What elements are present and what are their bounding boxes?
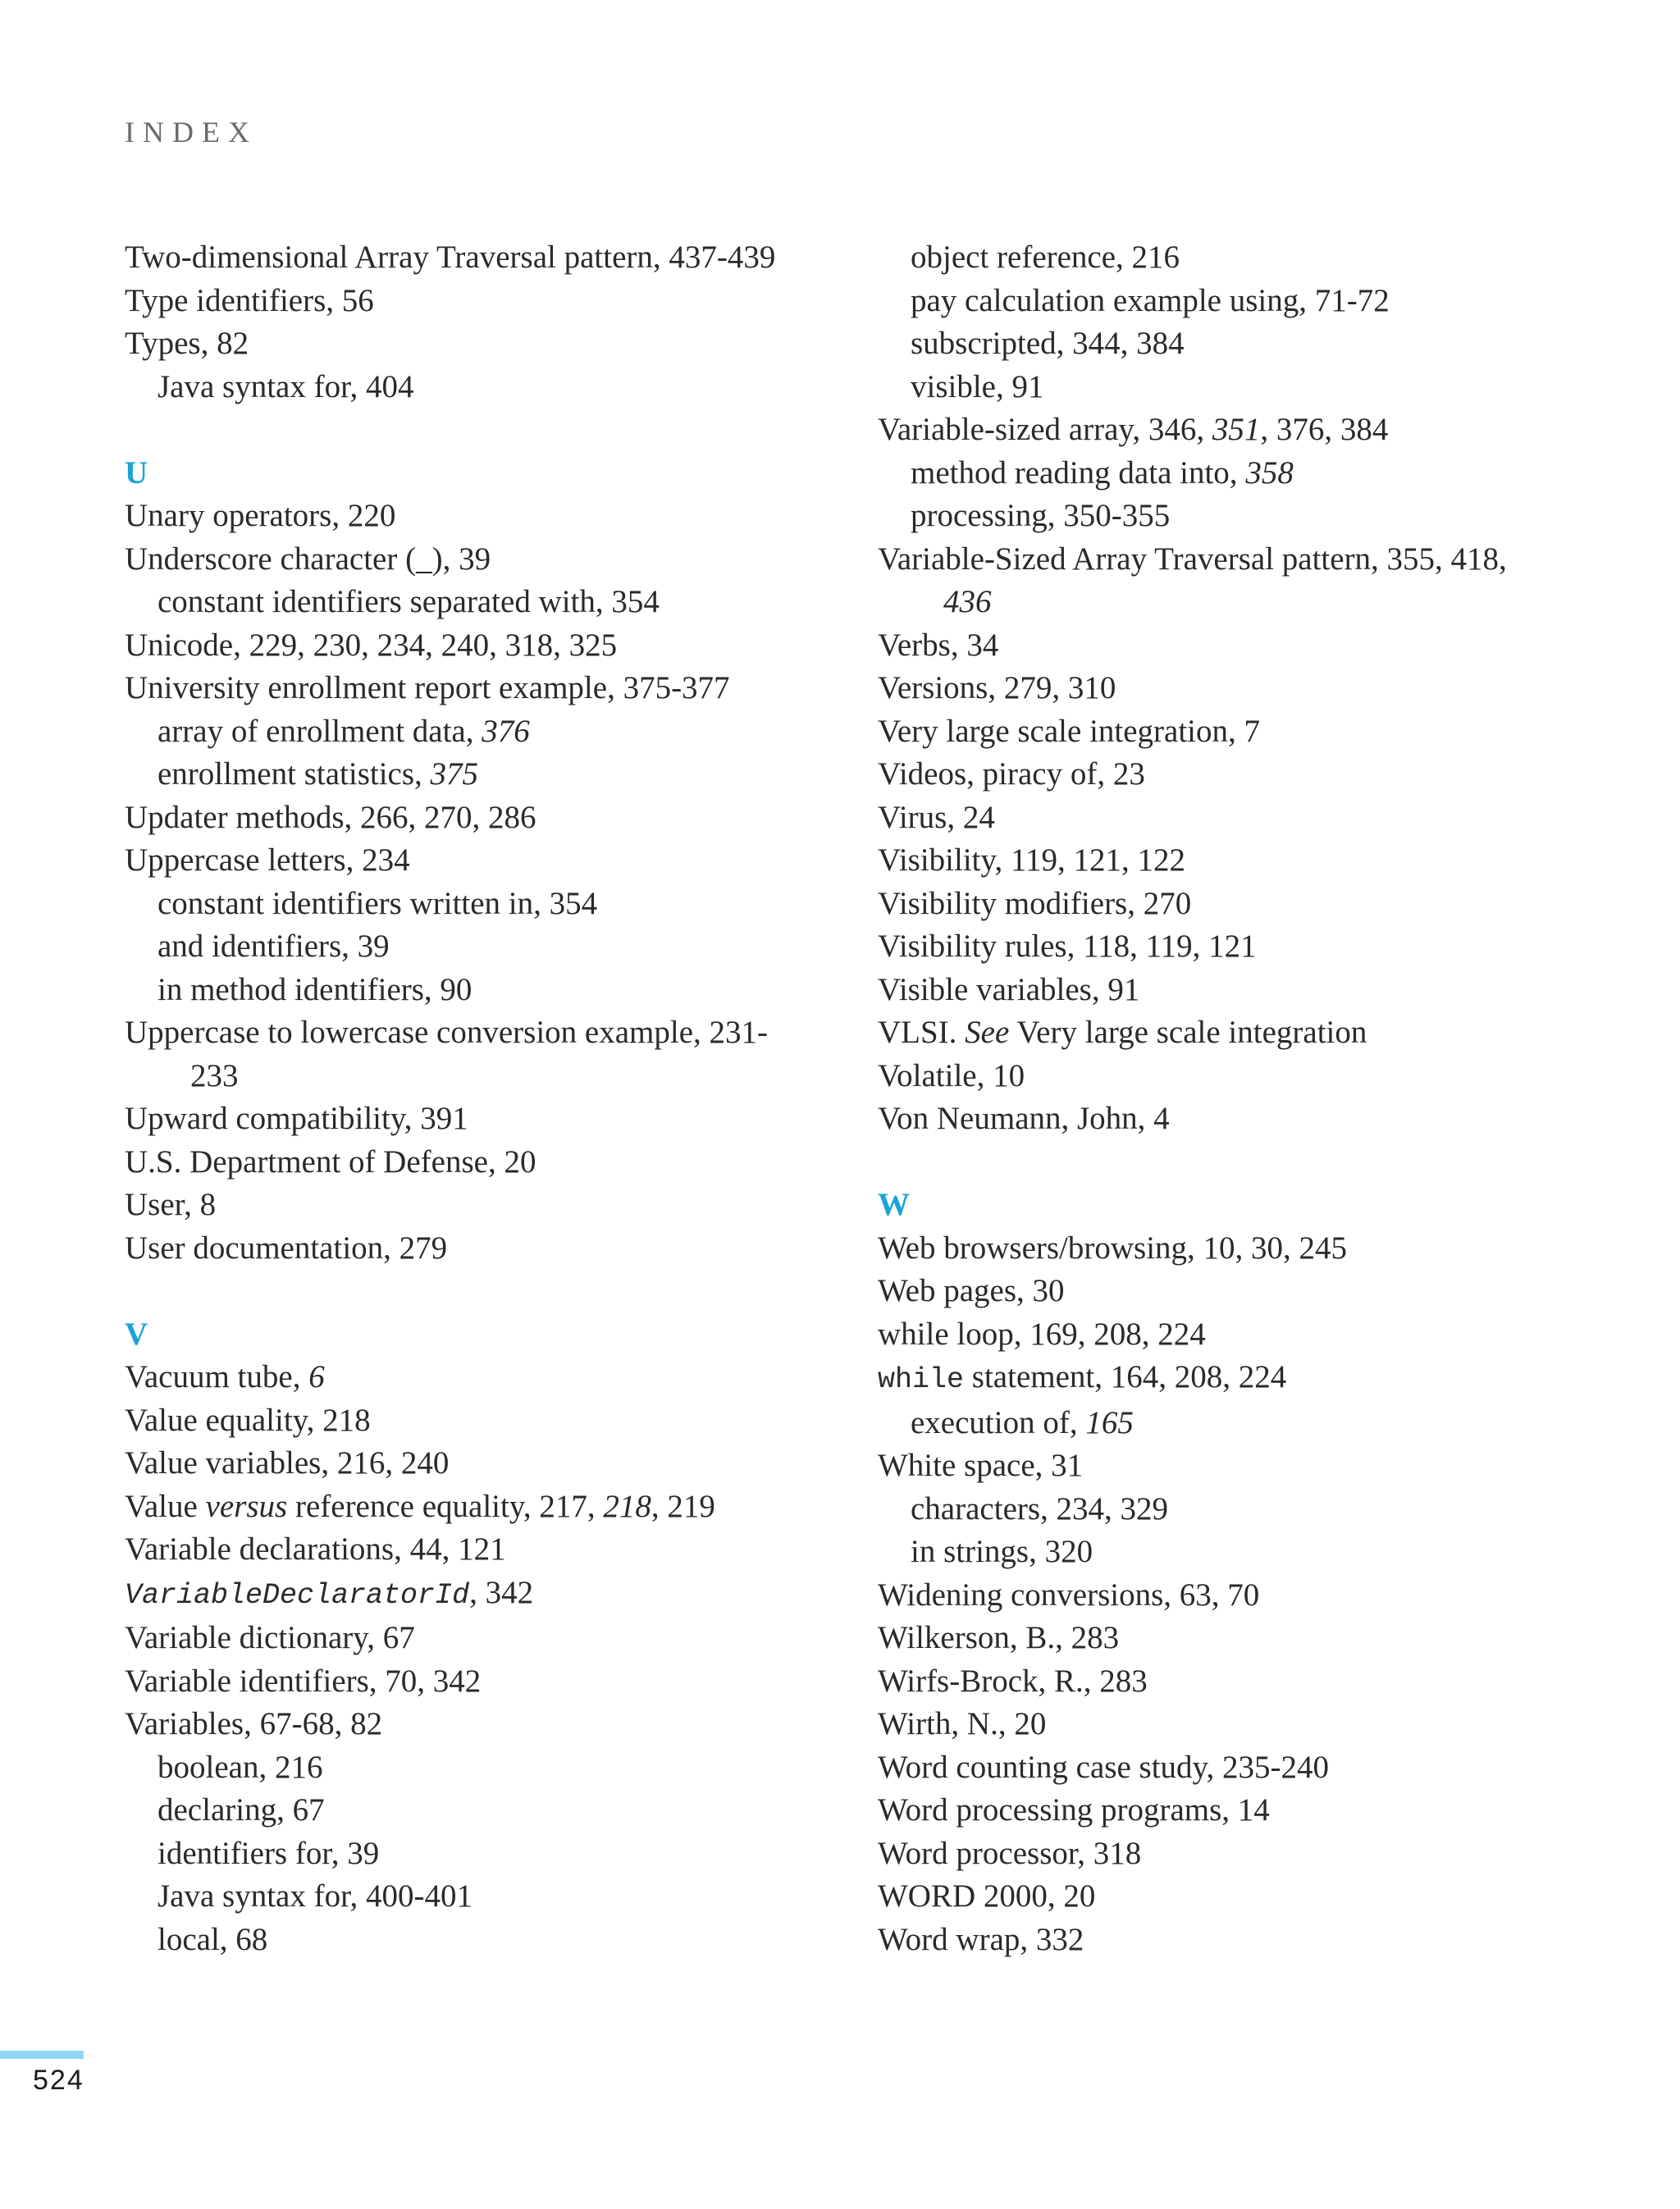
index-subentry: subscripted, 344, 384	[911, 326, 1185, 361]
figure-page-ref: 436	[943, 584, 992, 619]
index-entry-continuation	[878, 581, 1616, 624]
index-subentry: in method identifiers, 90	[158, 971, 472, 1007]
index-entry: User, 8	[125, 1187, 217, 1222]
index-subentry: pay calculation example using, 71-72	[911, 282, 1390, 318]
index-subentry: processing, 350-355	[911, 498, 1171, 533]
index-column-right	[878, 236, 1616, 1961]
index-entry: while statement, 164, 208, 224	[878, 1359, 1287, 1396]
index-entry: Variables, 67-68, 82	[125, 1706, 383, 1741]
index-entry: Very large scale integration, 7	[878, 713, 1261, 749]
index-entry: U.S. Department of Defense, 20	[125, 1143, 536, 1180]
figure-page-ref: 358	[1245, 454, 1294, 491]
index-entry: Value equality, 218	[125, 1402, 371, 1438]
index-entry: White space, 31	[878, 1448, 1084, 1483]
index-subentry: identifiers for, 39	[158, 1835, 380, 1871]
index-entry: Volatile, 10	[878, 1057, 1025, 1093]
index-column-left	[125, 236, 863, 1961]
index-entry: Value versus reference equality, 217, 218, 219	[125, 1488, 715, 1524]
index-entry: Uppercase letters, 234	[125, 842, 410, 878]
index-entry: Word wrap, 332	[878, 1921, 1084, 1957]
index-entry: Variable-Sized Array Traversal pattern, 355, 418,	[878, 541, 1507, 577]
index-entry: Word processing programs, 14	[878, 1792, 1270, 1828]
index-entry: Variable-sized array, 346, 351, 376, 384	[878, 412, 1389, 447]
code-term: while	[878, 1363, 965, 1396]
index-entry: while loop, 169, 208, 224	[878, 1316, 1206, 1352]
index-subentry: in strings, 320	[911, 1534, 1093, 1569]
index-subentry: characters, 234, 329	[911, 1490, 1169, 1527]
figure-page-ref: 6	[308, 1359, 325, 1394]
figure-page-ref: 351	[1212, 412, 1261, 447]
index-entry: Versions, 279, 310	[878, 670, 1116, 705]
section-letter-v: V	[125, 1316, 148, 1352]
index-subentry: local, 68	[158, 1921, 268, 1957]
index-entry: Virus, 24	[878, 799, 995, 835]
index-entry: Unary operators, 220	[125, 498, 396, 533]
code-term: VariableDeclaratorId	[125, 1578, 470, 1612]
index-entry: Types, 82	[125, 326, 249, 361]
index-entry: Variable dictionary, 67	[125, 1620, 415, 1655]
index-entry: Widening conversions, 63, 70	[878, 1577, 1260, 1613]
index-subentry: Java syntax for, 404	[158, 368, 414, 404]
index-entry: Variable identifiers, 70, 342	[125, 1663, 482, 1699]
index-entry: Uppercase to lowercase conversion example, 231-	[125, 1015, 769, 1050]
index-entry: Von Neumann, John, 4	[878, 1101, 1170, 1136]
index-entry: Two-dimensional Array Traversal pattern, 437-439	[125, 240, 776, 275]
index-entry: Vacuum tube, 6	[125, 1359, 325, 1394]
index-entry: WORD 2000, 20	[878, 1878, 1096, 1914]
index-entry: Word counting case study, 235-240	[878, 1749, 1329, 1785]
index-entry: Wirfs-Brock, R., 283	[878, 1663, 1148, 1699]
index-subentry: enrollment statistics, 375	[158, 756, 479, 792]
index-entry: University enrollment report example, 375-377	[125, 670, 730, 705]
folio-accent-bar	[0, 2051, 84, 2059]
index-subentry: method reading data into, 358	[911, 454, 1294, 491]
index-entry: Variable declarations, 44, 121	[125, 1531, 506, 1567]
index-entry: Visible variables, 91	[878, 971, 1140, 1007]
running-head: INDEX	[125, 116, 258, 148]
index-entry: VLSI. See Very large scale integration	[878, 1015, 1367, 1050]
index-subentry: visible, 91	[911, 368, 1044, 404]
index-subentry: constant identifiers separated with, 354	[158, 584, 660, 619]
figure-page-ref: 376	[482, 713, 530, 749]
index-entry: User documentation, 279	[125, 1230, 448, 1266]
section-letter-w: W	[878, 1187, 910, 1222]
index-entry: Web browsers/browsing, 10, 30, 245	[878, 1230, 1348, 1266]
figure-page-ref: 218	[603, 1488, 651, 1524]
index-entry: Underscore character (_), 39	[125, 541, 491, 577]
index-entry-continuation: 233	[190, 1057, 239, 1093]
index-entry: Value variables, 216, 240	[125, 1445, 450, 1481]
index-entry: Visibility, 119, 121, 122	[878, 842, 1186, 878]
index-subentry: array of enrollment data, 376	[158, 713, 530, 749]
index-subentry: object reference, 216	[911, 240, 1180, 275]
index-subentry: declaring, 67	[158, 1792, 325, 1828]
section-letter-u: U	[125, 454, 148, 491]
index-entry: Visibility rules, 118, 119, 121	[878, 929, 1257, 964]
index-entry: Videos, piracy of, 23	[878, 756, 1145, 792]
index-subentry: execution of, 165	[911, 1404, 1134, 1440]
index-entry: Unicode, 229, 230, 234, 240, 318, 325	[125, 627, 618, 663]
index-entry: VariableDeclaratorId, 342	[125, 1574, 534, 1612]
index-subentry: and identifiers, 39	[158, 929, 390, 964]
index-subentry: boolean, 216	[158, 1749, 323, 1785]
index-subentry: constant identifiers written in, 354	[158, 885, 598, 921]
figure-page-ref: 165	[1085, 1404, 1134, 1440]
index-entry: Verbs, 34	[878, 627, 999, 663]
index-entry: Web pages, 30	[878, 1273, 1065, 1308]
figure-page-ref: 375	[430, 756, 479, 792]
index-entry: Wilkerson, B., 283	[878, 1620, 1120, 1655]
index-entry: Visibility modifiers, 270	[878, 885, 1192, 921]
index-entry: Type identifiers, 56	[125, 282, 374, 318]
index-entry: Upward compatibility, 391	[125, 1101, 468, 1136]
page-number: 524	[33, 2065, 84, 2096]
index-entry: Word processor, 318	[878, 1835, 1142, 1871]
index-entry: Wirth, N., 20	[878, 1706, 1047, 1741]
index-subentry: Java syntax for, 400-401	[158, 1878, 473, 1914]
index-entry: Updater methods, 266, 270, 286	[125, 799, 536, 835]
